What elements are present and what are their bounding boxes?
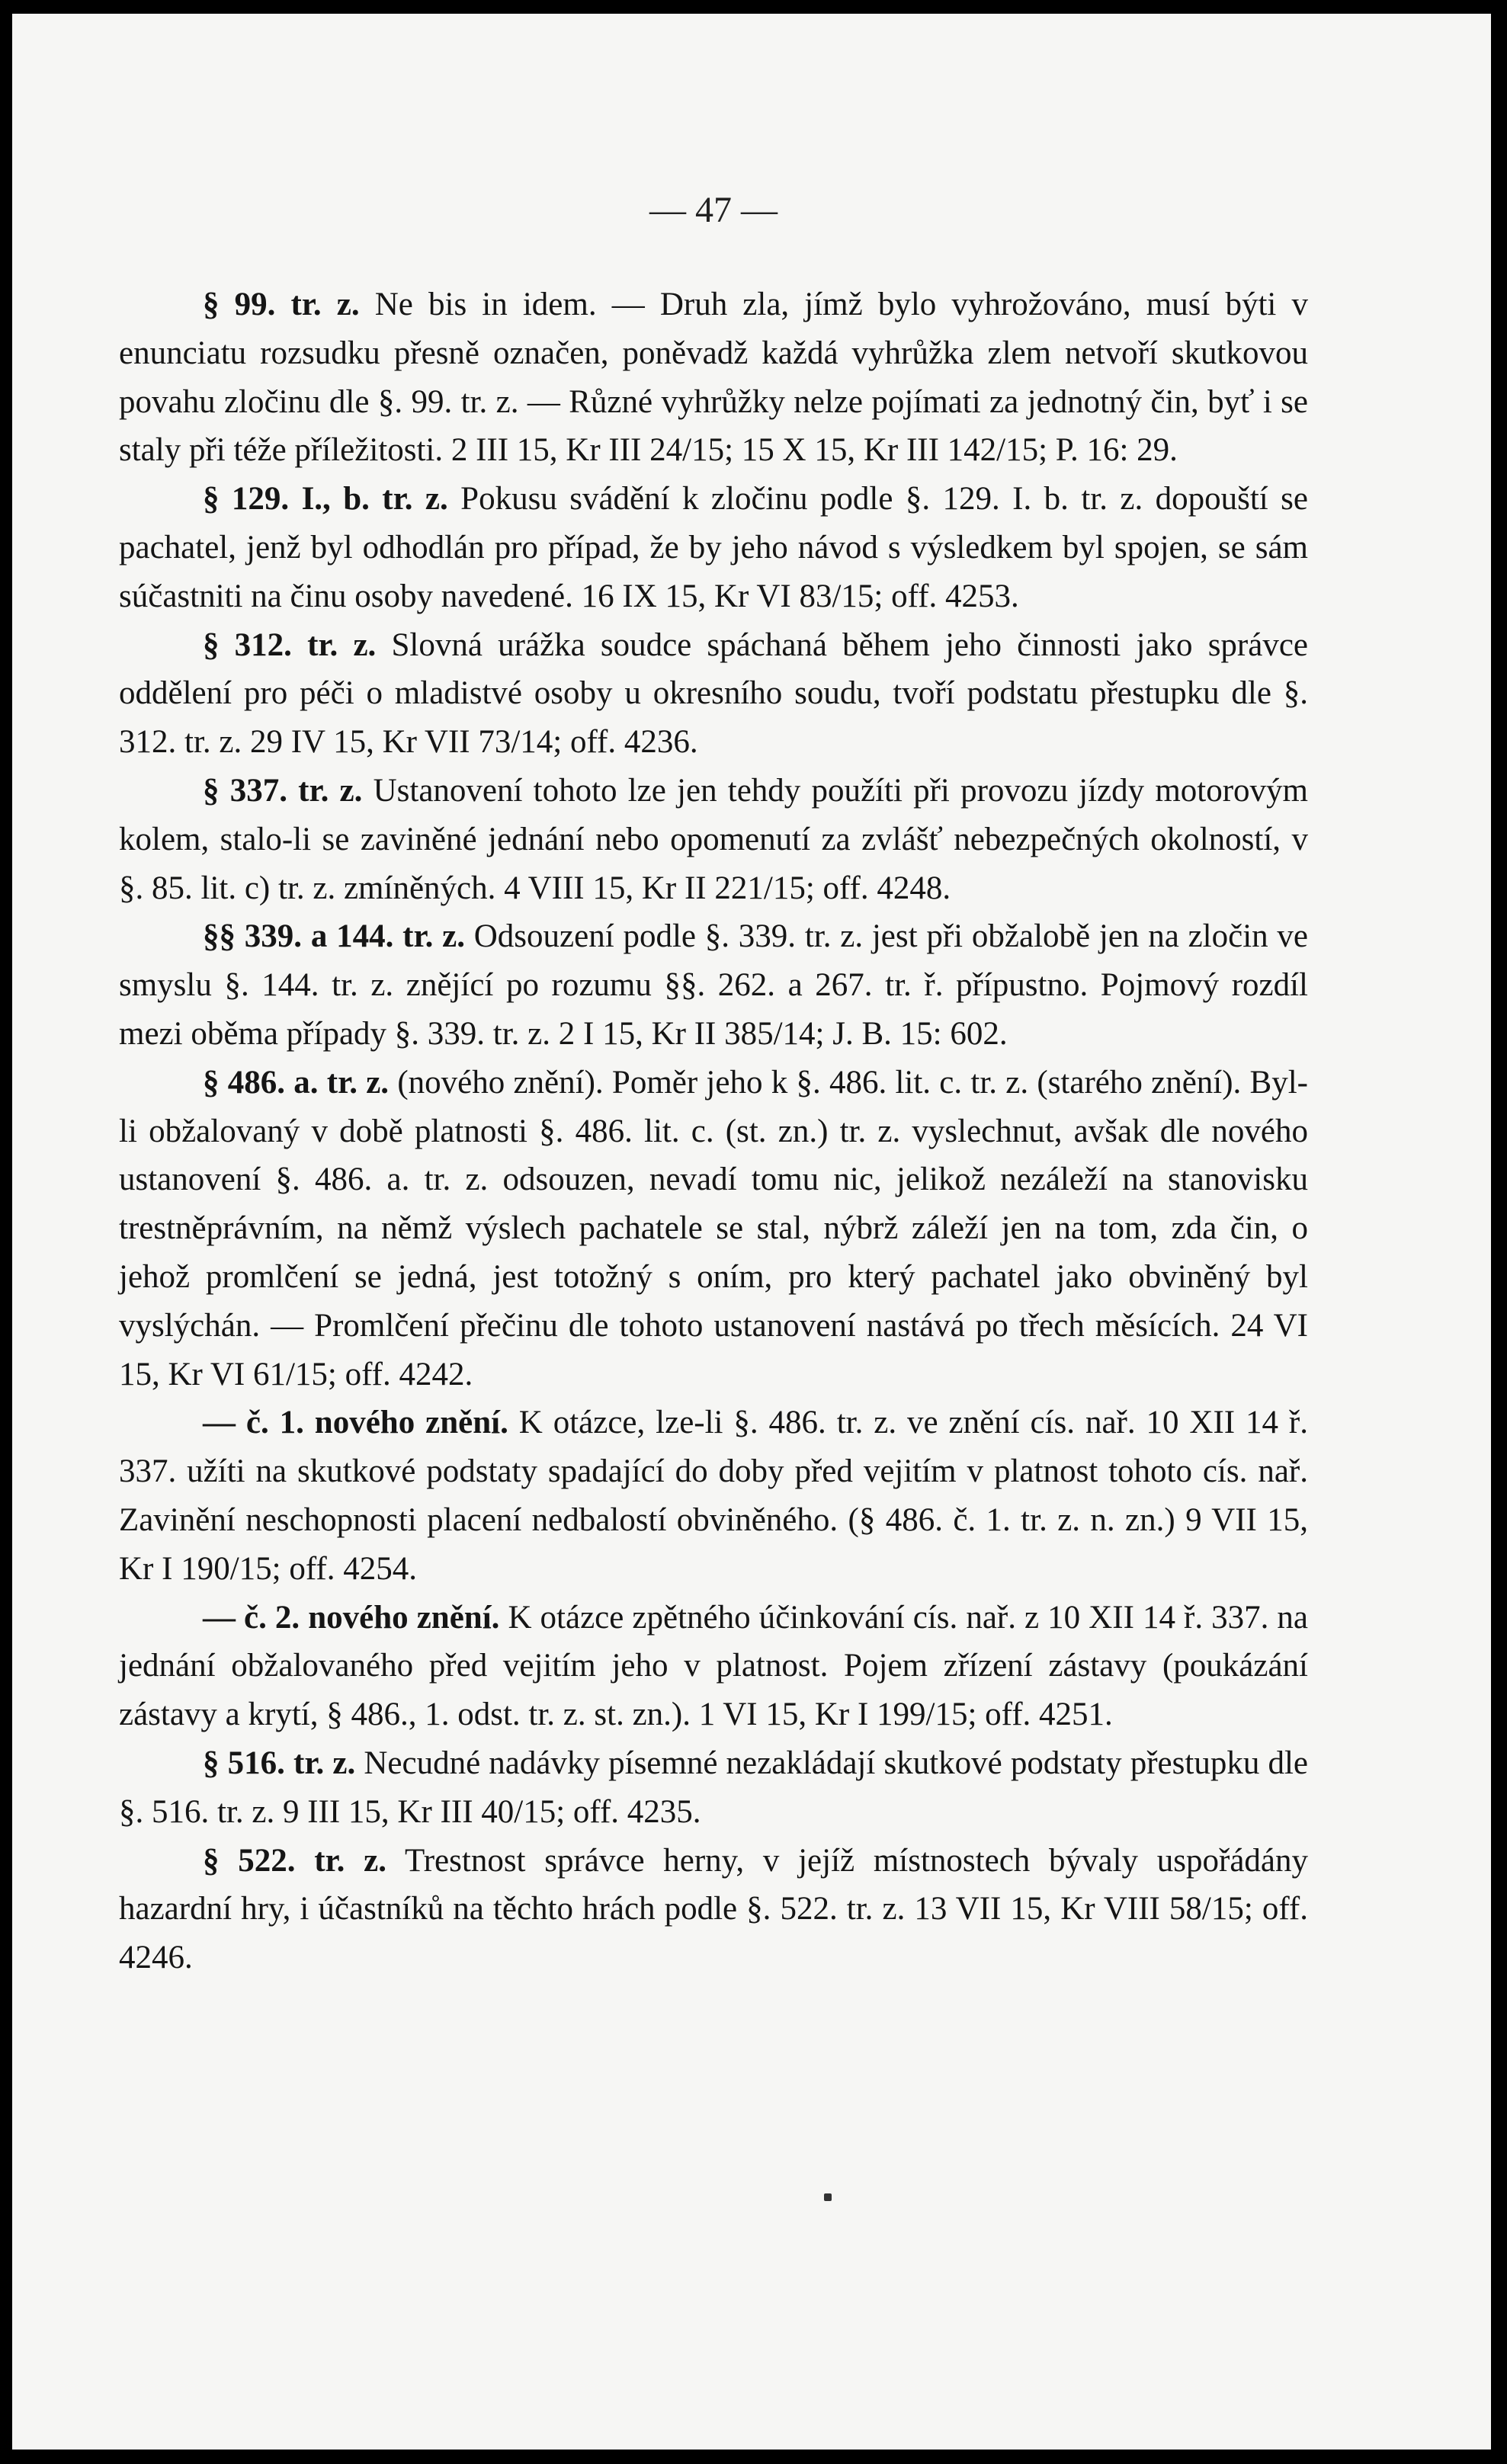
- paragraph: [119, 280, 1308, 475]
- paragraph: [119, 1739, 1308, 1837]
- paragraph: [119, 621, 1308, 767]
- section-reference: §§ 339. a 144. tr. z.: [203, 918, 465, 955]
- paragraph-text: Ustanovení tohoto lze jen tehdy použíti při provozu jízdy motorovým kolem, stalo-li se zaviněné jednání nebo opomenutí za zvlášť nebezpečných okolností, v §. 85. lit. c) tr. z. zmíněných. 4 VIII 15, Kr II 221/15; off. 4248.: [119, 772, 1309, 906]
- section-reference: — č. 2. nového znění.: [203, 1599, 500, 1636]
- section-reference: — č. 1. nového znění.: [203, 1405, 508, 1441]
- paragraph-text: Pokusu svádění k zločinu podle §. 129. I. b. tr. z. dopouští se pachatel, jenž byl odhodlán pro případ, že by jeho návod s výsledkem byl spojen, se sám súčastniti na činu osoby navedené. 16 IX 15, Kr VI 83/15; off. 4253.: [119, 481, 1308, 614]
- section-reference: § 129. I., b. tr. z.: [203, 481, 448, 517]
- section-reference: § 486. a. tr. z.: [203, 1064, 390, 1101]
- paragraph: [119, 1059, 1308, 1399]
- paragraph-text: Ne bis in idem. — Druh zla, jímž bylo vyhrožováno, musí býti v enunciatu rozsudku přesně označen, poněvadž každá vyhrůžka zlem netvoří skutkovou povahu zločinu dle §. 99. tr. z. — Různé vyhrůžky nelze pojímati za jednotný čin, byť i se staly při téže příležitosti. 2 III 15, Kr III 24/15; 15 X 15, Kr III 142/15; P. 16: 29.: [119, 287, 1308, 469]
- paragraph-text: (nového znění). Poměr jeho k §. 486. lit. c. tr. z. (starého znění). Byl-li obžalovaný v době platnosti §. 486. lit. c. (st. zn.) tr. z. vyslechnut, avšak dle nového ustanovení §. 486. a. tr. z. odsouzen, nevadí tomu nic, jelikož nezáleží na stanovisku trestněprávním, na němž výslech pachatele se stal, nýbrž záleží jen na tom, zda čin, o jehož promlčení se jedná, jest totožný s oním, pro který pachatel jako obviněný byl vyslýchán. — Promlčení přečinu dle tohoto ustanovení nastává po třech měsících. 24 VI 15, Kr VI 61/15; off. 4242.: [119, 1064, 1309, 1392]
- scanned-page: [12, 14, 1491, 2450]
- paragraph: [119, 1594, 1308, 1739]
- print-speck: [824, 2193, 832, 2201]
- section-reference: § 522. tr. z.: [203, 1842, 387, 1879]
- paragraph: [119, 912, 1308, 1058]
- paragraph-text: Trestnost správce herny, v jejíž místnostech bývaly uspořádány hazardní hry, i účastníků na těchto hrách podle §. 522. tr. z. 13 VII 15, Kr VIII 58/15; off. 4246.: [119, 1842, 1309, 1976]
- paragraph: [119, 1399, 1308, 1593]
- paragraph: [119, 1837, 1308, 1982]
- page-number: — 47 —: [649, 190, 778, 230]
- paragraph-text: Slovná urážka soudce spáchaná během jeho činnosti jako správce oddělení pro péči o mladistvé osoby u okresního soudu, tvoří podstatu přestupku dle §. 312. tr. z. 29 IV 15, Kr VII 73/14; off. 4236.: [119, 626, 1309, 761]
- text-body: [119, 280, 1308, 1982]
- paragraph: [119, 767, 1308, 912]
- paragraph-text: Odsouzení podle §. 339. tr. z. jest při obžalobě jen na zločin ve smyslu §. 144. tr. z. znějící po rozumu §§. 262. a 267. tr. ř. přípustno. Pojmový rozdíl mezi oběma případy §. 339. tr. z. 2 I 15, Kr II 385/14; J. B. 15: 602.: [119, 918, 1309, 1052]
- section-reference: § 99. tr. z.: [203, 287, 360, 322]
- section-reference: § 312. tr. z.: [203, 626, 377, 663]
- paragraph-text: K otázce, lze-li §. 486. tr. z. ve znění cís. nař. 10 XII 14 ř. 337. užíti na skutkové podstaty spadající do doby před vejitím v platnost tohoto cís. nař. Zavinění neschopnosti placení nedbalostí obviněného. (§ 486. č. 1. tr. z. n. zn.) 9 VII 15, Kr I 190/15; off. 4254.: [119, 1405, 1308, 1587]
- section-reference: § 337. tr. z.: [203, 772, 363, 809]
- section-reference: § 516. tr. z.: [203, 1745, 356, 1781]
- paragraph-text: K otázce zpětného účinkování cís. nař. z 10 XII 14 ř. 337. na jednání obžalovaného před vejitím jeho v platnost. Pojem zřízení zástavy (poukázání zástavy a krytí, § 486., 1. odst. tr. z. st. zn.). 1 VI 15, Kr I 199/15; off. 4251.: [119, 1599, 1309, 1733]
- paragraph-text: Necudné nadávky písemné nezakládají skutkové podstaty přestupku dle §. 516. tr. z. 9 III 15, Kr III 40/15; off. 4235.: [119, 1745, 1308, 1830]
- paragraph: [119, 475, 1308, 620]
